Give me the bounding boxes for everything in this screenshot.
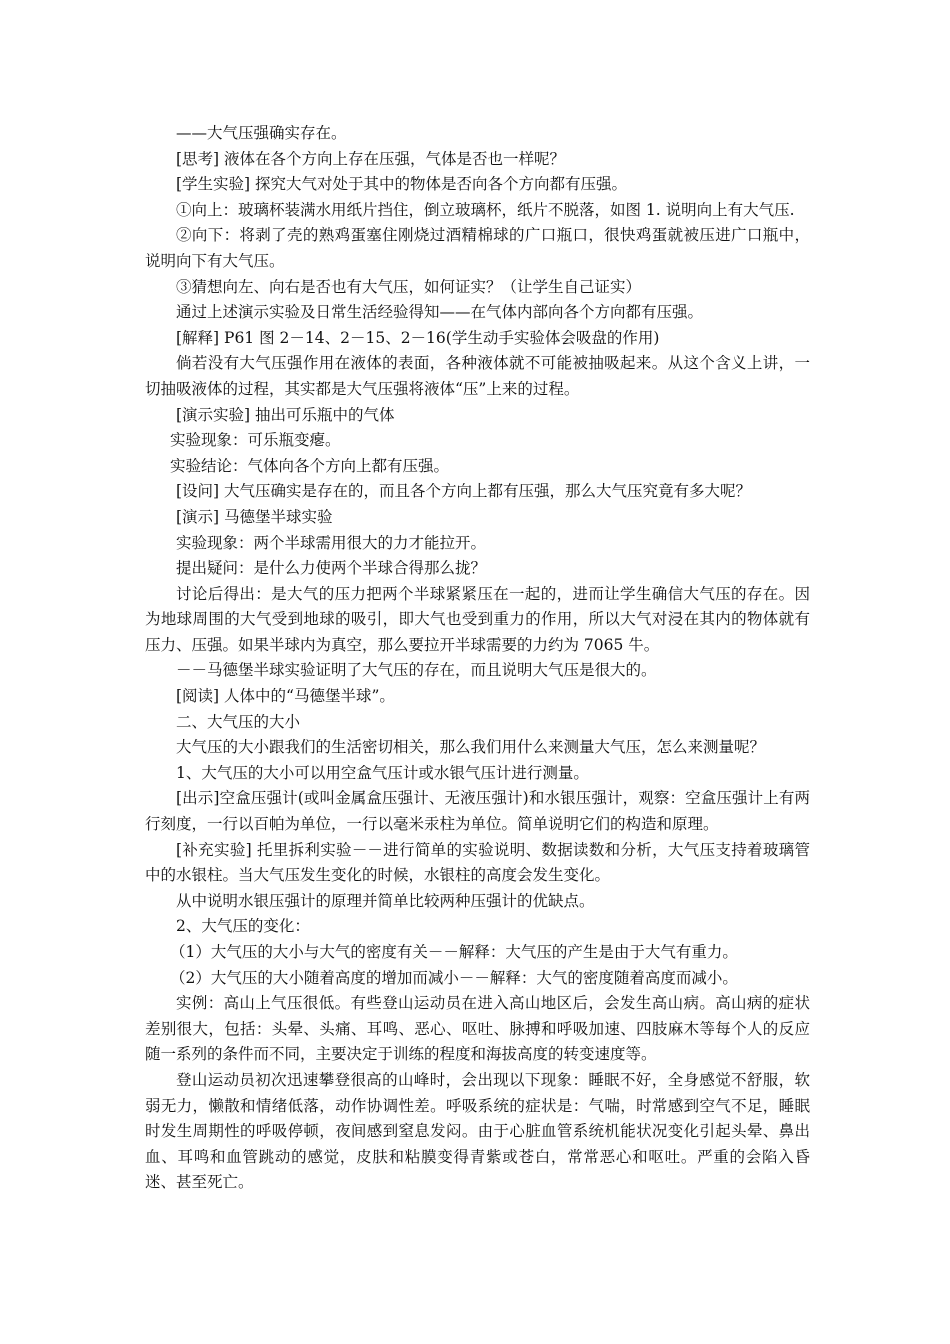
paragraph-8: [解释] P61 图 2－14、2－15、2－16(学生动手实验体会吸盘的作用) bbox=[176, 328, 660, 347]
paragraph-17: 讨论后得出：是大气的压力把两个半球紧紧压在一起的，进而让学生确信大气压的存在。因为地球周围的大气受到地球的吸引，即大气也受到重力的作用，所以大气对浸在其内的物体就有压力、压强。如果半球内为真空，那么要拉开半球需要的力约为 7065 牛。 bbox=[145, 584, 810, 654]
paragraph-6: ③猜想向左、向右是否也有大气压，如何证实？（让学生自己证实） bbox=[176, 277, 642, 296]
section-heading-2: 二、大气压的大小 bbox=[176, 712, 301, 731]
paragraph-5: ②向下：将剥了壳的熟鸡蛋塞住刚烧过酒精棉球的广口瓶口，很快鸡蛋就被压进广口瓶中，说明向下有大气压。 bbox=[145, 226, 810, 270]
paragraph-15: 实验现象：两个半球需用很大的力才能拉开。 bbox=[176, 533, 487, 552]
paragraph-21: 大气压的大小跟我们的生活密切相关，那么我们用什么来测量大气压，怎么来测量呢？ bbox=[176, 738, 766, 757]
paragraph-11: 实验现象：可乐瓶变瘪。 bbox=[170, 431, 341, 450]
paragraph-24: [补充实验] 托里拆利实验－－进行简单的实验说明、数据读数和分析，大气压支持着玻璃管中的水银柱。当大气压发生变化的时候，水银柱的高度会发生变化。 bbox=[145, 840, 810, 885]
paragraph-23: [出示]空盒压强计(或叫金属盒压强计、无液压强计)和水银压强计，观察：空盒压强计上有两行刻度，一行以百帕为单位，一行以毫米汞柱为单位。简单说明它们的构造和原理。 bbox=[145, 789, 810, 834]
paragraph-18: －－马德堡半球实验证明了大气压的存在，而且说明大气压是很大的。 bbox=[176, 661, 657, 680]
paragraph-28: （2）大气压的大小随着高度的增加而减小－－解释：大气的密度随着高度而减小。 bbox=[170, 968, 738, 987]
paragraph-19: [阅读] 人体中的“马德堡半球”。 bbox=[176, 687, 395, 706]
paragraph-16: 提出疑问：是什么力使两个半球合得那么拢？ bbox=[176, 559, 487, 578]
paragraph-2: [思考] 液体在各个方向上存在压强，气体是否也一样呢？ bbox=[176, 149, 566, 168]
paragraph-1: ——大气压强确实存在。 bbox=[176, 124, 347, 142]
paragraph-25: 从中说明水银压强计的原理并简单比较两种压强计的优缺点。 bbox=[176, 891, 595, 910]
paragraph-29: 实例：高山上气压很低。有些登山运动员在进入高山地区后，会发生高山病。高山病的症状差别很大，包括：头晕、头痛、耳鸣、恶心、呕吐、脉搏和呼吸加速、四肢麻木等每个人的反应随一系列的条件而不同，主要决定于训练的程度和海拔高度的转变速度等。 bbox=[145, 994, 810, 1064]
paragraph-27: （1）大气压的大小与大气的密度有关－－解释：大气压的产生是由于大气有重力。 bbox=[170, 943, 738, 961]
paragraph-14: [演示] 马德堡半球实验 bbox=[176, 507, 333, 526]
paragraph-22: 1、大气压的大小可以用空盒气压计或水银气压计进行测量。 bbox=[176, 763, 589, 782]
paragraph-4: ①向上：玻璃杯装满水用纸片挡住，倒立玻璃杯，纸片不脱落，如图 1. 说明向上有大气压. bbox=[176, 200, 795, 219]
paragraph-9: 倘若没有大气压强作用在液体的表面，各种液体就不可能被抽吸起来。从这个含义上讲，一切抽吸液体的过程，其实都是大气压强将液体“压”上来的过程。 bbox=[145, 354, 810, 398]
paragraph-26: 2、大气压的变化： bbox=[176, 917, 310, 936]
paragraph-12: 实验结论：气体向各个方向上都有压强。 bbox=[170, 456, 450, 475]
paragraph-7: 通过上述演示实验及日常生活经验得知——在气体内部向各个方向都有压强。 bbox=[176, 303, 704, 322]
paragraph-10: [演示实验] 抽出可乐瓶中的气体 bbox=[176, 405, 395, 424]
paragraph-13: [设问] 大气压确实是存在的，而且各个方向上都有压强，那么大气压究竟有多大呢？ bbox=[176, 482, 752, 501]
paragraph-3: [学生实验] 探究大气对处于其中的物体是否向各个方向都有压强。 bbox=[176, 175, 628, 194]
document-body bbox=[145, 121, 810, 1196]
paragraph-30: 登山运动员初次迅速攀登很高的山峰时，会出现以下现象：睡眠不好，全身感觉不舒服，软弱无力，懒散和情绪低落，动作协调性差。呼吸系统的症状是：气喘，时常感到空气不足，睡眠时发生周期性的呼吸停顿，夜间感到窒息发闷。由于心脏血管系统机能状况变化引起头晕、鼻出血、耳鸣和血管跳动的感觉，皮肤和粘膜变得青紫或苍白，常常恶心和呕吐。严重的会陷入昏迷、甚至死亡。 bbox=[145, 1070, 810, 1192]
